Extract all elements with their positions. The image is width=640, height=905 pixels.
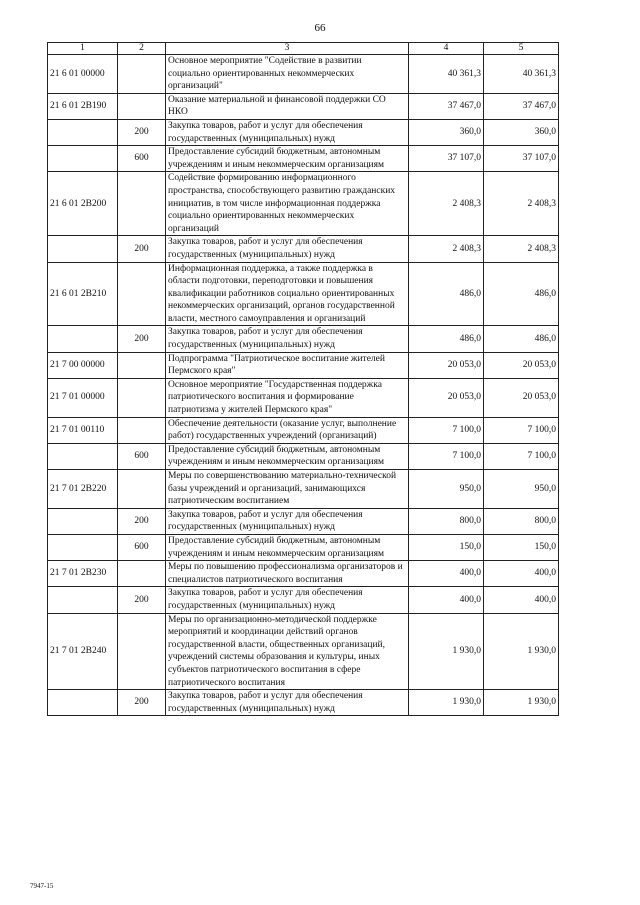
amount-cell-col4: 7 100,0 (409, 417, 484, 443)
table-row (48, 587, 559, 613)
table-row (48, 443, 559, 469)
code-cell: 21 7 01 2В240 (48, 613, 118, 690)
amount-cell-col5: 400,0 (484, 587, 559, 613)
amount-cell-col4: 2 408,3 (409, 172, 484, 236)
expense-type-cell (118, 561, 166, 587)
name-cell: Предоставление субсидий бюджетным, автономным учреждениям и иным некоммерческим организациям (166, 534, 409, 560)
amount-cell-col5: 1 930,0 (484, 613, 559, 690)
name-cell: Предоставление субсидий бюджетным, автономным учреждениям и иным некоммерческим организациям (166, 443, 409, 469)
code-cell (48, 534, 118, 560)
name-cell: Закупка товаров, работ и услуг для обеспечения государственных (муниципальных) нужд (166, 508, 409, 534)
amount-cell-col5: 20 053,0 (484, 352, 559, 378)
amount-cell-col4: 7 100,0 (409, 443, 484, 469)
code-cell (48, 326, 118, 352)
code-cell: 21 6 01 2В210 (48, 262, 118, 326)
code-cell: 21 7 01 2В220 (48, 470, 118, 509)
amount-cell-col4: 950,0 (409, 470, 484, 509)
name-cell: Закупка товаров, работ и услуг для обеспечения государственных (муниципальных) нужд (166, 587, 409, 613)
column-header: 1 (48, 43, 118, 55)
amount-cell-col5: 950,0 (484, 470, 559, 509)
amount-cell-col4: 486,0 (409, 262, 484, 326)
name-cell: Предоставление субсидий бюджетным, автономным учреждениям и иным некоммерческим организациям (166, 146, 409, 172)
expense-type-cell: 200 (118, 326, 166, 352)
expense-type-cell: 600 (118, 443, 166, 469)
expense-type-cell (118, 352, 166, 378)
name-cell: Меры по совершенствованию материально-технической базы учреждений и организаций, занимающихся патриотическим воспитанием (166, 470, 409, 509)
table-header-row (48, 43, 559, 55)
amount-cell-col5: 40 361,3 (484, 55, 559, 94)
amount-cell-col5: 1 930,0 (484, 690, 559, 716)
code-cell: 21 7 01 00000 (48, 378, 118, 417)
amount-cell-col5: 2 408,3 (484, 236, 559, 262)
amount-cell-col5: 360,0 (484, 119, 559, 145)
name-cell: Оказание материальной и финансовой поддержки СО НКО (166, 93, 409, 119)
amount-cell-col4: 400,0 (409, 561, 484, 587)
amount-cell-col4: 20 053,0 (409, 352, 484, 378)
amount-cell-col5: 800,0 (484, 508, 559, 534)
table-row (48, 93, 559, 119)
table-body (48, 55, 559, 716)
name-cell: Меры по организационно-методической поддержке мероприятий и координации действий органов государственной власти, общественных организаций, учреждений системы образования и культуры, иных субъектов патриотического воспитания в сфере патриотического воспитания (166, 613, 409, 690)
code-cell (48, 146, 118, 172)
expense-type-cell (118, 172, 166, 236)
code-cell (48, 236, 118, 262)
column-header: 5 (484, 43, 559, 55)
amount-cell-col5: 7 100,0 (484, 443, 559, 469)
table-row (48, 561, 559, 587)
code-cell (48, 587, 118, 613)
amount-cell-col5: 20 053,0 (484, 378, 559, 417)
column-header: 3 (166, 43, 409, 55)
table-row (48, 146, 559, 172)
amount-cell-col4: 150,0 (409, 534, 484, 560)
amount-cell-col5: 486,0 (484, 326, 559, 352)
budget-table (47, 42, 559, 716)
column-header: 2 (118, 43, 166, 55)
name-cell: Основное мероприятие "Государственная поддержка патриотического воспитания и формирование патриотизма у жителей Пермского края" (166, 378, 409, 417)
code-cell (48, 690, 118, 716)
amount-cell-col5: 37 467,0 (484, 93, 559, 119)
expense-type-cell (118, 55, 166, 94)
name-cell: Закупка товаров, работ и услуг для обеспечения государственных (муниципальных) нужд (166, 326, 409, 352)
name-cell: Информационная поддержка, а также поддержка в области подготовки, переподготовки и повышения квалификации работников социально ориентированных некоммерческих организаций, органов государственной власти, местного самоуправления и организаций (166, 262, 409, 326)
expense-type-cell: 200 (118, 236, 166, 262)
table-row (48, 236, 559, 262)
table-row (48, 378, 559, 417)
code-cell: 21 7 01 00110 (48, 417, 118, 443)
amount-cell-col4: 37 467,0 (409, 93, 484, 119)
code-cell: 21 6 01 00000 (48, 55, 118, 94)
name-cell: Закупка товаров, работ и услуг для обеспечения государственных (муниципальных) нужд (166, 236, 409, 262)
amount-cell-col4: 1 930,0 (409, 690, 484, 716)
amount-cell-col4: 2 408,3 (409, 236, 484, 262)
table-row (48, 417, 559, 443)
name-cell: Подпрограмма "Патриотическое воспитание жителей Пермского края" (166, 352, 409, 378)
table-row (48, 55, 559, 94)
expense-type-cell (118, 262, 166, 326)
code-cell: 21 7 01 2В230 (48, 561, 118, 587)
amount-cell-col5: 486,0 (484, 262, 559, 326)
amount-cell-col5: 7 100,0 (484, 417, 559, 443)
amount-cell-col4: 360,0 (409, 119, 484, 145)
code-cell (48, 443, 118, 469)
amount-cell-col4: 37 107,0 (409, 146, 484, 172)
expense-type-cell: 600 (118, 534, 166, 560)
table-row (48, 613, 559, 690)
name-cell: Содействие формированию информационного пространства, способствующего развитию гражданских инициатив, в том числе информационная поддержка социально ориентированных некоммерческих организаций (166, 172, 409, 236)
name-cell: Меры по повышению профессионализма организаторов и специалистов патриотического воспитания (166, 561, 409, 587)
expense-type-cell (118, 613, 166, 690)
amount-cell-col5: 2 408,3 (484, 172, 559, 236)
page-number: 66 (314, 22, 326, 34)
name-cell: Обеспечение деятельности (оказание услуг, выполнение работ) государственных учреждений (организаций) (166, 417, 409, 443)
amount-cell-col5: 37 107,0 (484, 146, 559, 172)
name-cell: Основное мероприятие "Содействие в развитии социально ориентированных некоммерческих организаций" (166, 55, 409, 94)
expense-type-cell (118, 93, 166, 119)
column-header: 4 (409, 43, 484, 55)
expense-type-cell (118, 470, 166, 509)
table-row (48, 508, 559, 534)
code-cell (48, 508, 118, 534)
table-row (48, 326, 559, 352)
expense-type-cell: 200 (118, 508, 166, 534)
code-cell: 21 7 00 00000 (48, 352, 118, 378)
expense-type-cell (118, 378, 166, 417)
code-cell: 21 6 01 2В200 (48, 172, 118, 236)
amount-cell-col4: 40 361,3 (409, 55, 484, 94)
table-row (48, 172, 559, 236)
expense-type-cell: 600 (118, 146, 166, 172)
amount-cell-col4: 20 053,0 (409, 378, 484, 417)
expense-type-cell: 200 (118, 587, 166, 613)
name-cell: Закупка товаров, работ и услуг для обеспечения государственных (муниципальных) нужд (166, 119, 409, 145)
code-cell: 21 6 01 2В190 (48, 93, 118, 119)
table-row (48, 262, 559, 326)
amount-cell-col4: 1 930,0 (409, 613, 484, 690)
amount-cell-col5: 150,0 (484, 534, 559, 560)
name-cell: Закупка товаров, работ и услуг для обеспечения государственных (муниципальных) нужд (166, 690, 409, 716)
table-row (48, 352, 559, 378)
expense-type-cell: 200 (118, 119, 166, 145)
amount-cell-col5: 400,0 (484, 561, 559, 587)
table-row (48, 690, 559, 716)
amount-cell-col4: 400,0 (409, 587, 484, 613)
table-row (48, 534, 559, 560)
expense-type-cell (118, 417, 166, 443)
expense-type-cell: 200 (118, 690, 166, 716)
table-row (48, 119, 559, 145)
amount-cell-col4: 800,0 (409, 508, 484, 534)
table-row (48, 470, 559, 509)
footer-document-code: 7947-15 (30, 882, 54, 890)
code-cell (48, 119, 118, 145)
amount-cell-col4: 486,0 (409, 326, 484, 352)
